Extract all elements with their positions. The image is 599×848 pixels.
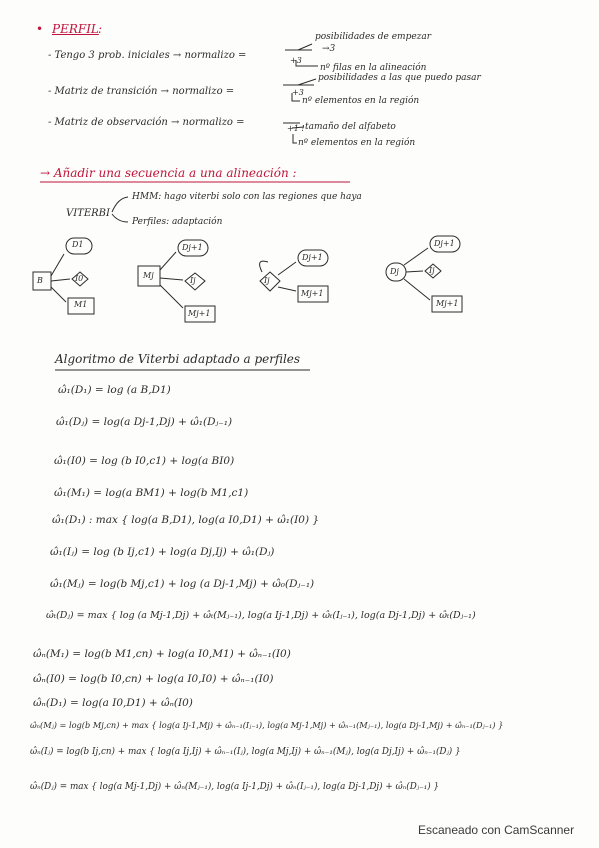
- perfil-line-3-denom: +1 !: [287, 124, 305, 133]
- perfil-line-2-bottom: nº elementos en la región: [302, 96, 420, 106]
- node-dj-4: Dj: [390, 267, 399, 276]
- node-dj1-4: Dj+1: [434, 239, 455, 248]
- equation: ω̂₁(M₁) = log(a BM1) + log(b M1,c1): [54, 487, 249, 499]
- viterbi-branch-perfiles: Perfiles: adaptación: [132, 217, 223, 227]
- equation: ω̂ₙ(Iⱼ) = log(b Ij,cn) + max { log(a Ij,Ij) + ω̂ₙ₋₁(Iⱼ), log(a Mj,Ij) + ω̂ₙ₋₁(Mⱼ), log(a Dj,Ij) + ω̂ₙ₋₁(Dⱼ) }: [30, 747, 461, 757]
- equation: ω̂₁(Mⱼ) = log(b Mj,c1) + log (a Dj-1,Mj) + ω̂₀(Dⱼ₋₁): [50, 578, 315, 590]
- perfil-line-3-bottom: nº elementos en la región: [298, 138, 416, 148]
- section2-title: → Añadir una secuencia a una alineación :: [40, 166, 297, 180]
- equation: ω̂₁(D₁) = log (a B,D1): [58, 384, 171, 396]
- bullet: •: [36, 22, 44, 36]
- equation: ω̂₁(Iⱼ) = log (b Ij,c1) + log(a Dj,Ij) + ω̂₁(Dⱼ): [50, 546, 275, 558]
- node-m1: M1: [74, 300, 88, 309]
- node-ij: Ij: [190, 276, 196, 285]
- perfil-line-1-bottom: nº filas en la alineación: [320, 63, 427, 73]
- equation: ω̂ₙ(D₁) = log(a I0,D1) + ω̂ₙ(I0): [33, 697, 193, 709]
- perfil-line-1-denom: +3: [290, 56, 302, 65]
- algorithm-title: Algoritmo de Viterbi adaptado a perfiles: [55, 352, 301, 366]
- equation: ω̂₁(Dⱼ) = log(a Dj-1,Dj) + ω̂₁(Dⱼ₋₁): [56, 416, 233, 428]
- perfil-line-2-top: posibilidades a las que puedo pasar: [318, 73, 481, 83]
- equation: ω̂ₙ(I0) = log(b I0,cn) + log(a I0,I0) + ω̂ₙ₋₁(I0): [33, 673, 274, 685]
- equation: ω̂₁(D₁) : max { log(a B,D1), log(a I0,D1) + ω̂₁(I0) }: [52, 514, 320, 526]
- node-ij-3: Ij: [264, 276, 270, 285]
- perfil-line-1-top: posibilidades de empezar: [315, 32, 432, 42]
- node-ij-4: Ij: [429, 266, 435, 275]
- node-d1: D1: [72, 240, 84, 249]
- node-b: B: [37, 276, 43, 285]
- node-mj1-3: Mj+1: [301, 289, 324, 298]
- equation: ω̂ₙ(M₁) = log(b M1,cn) + log(a I0,M1) + ω̂ₙ₋₁(I0): [33, 648, 291, 660]
- equation: ω̂ₙ(Dⱼ) = max { log(a Mj-1,Dj) + ω̂ₙ(Mⱼ₋₁), log(a Ij-1,Dj) + ω̂ₙ(Iⱼ₋₁), log(a Dj-1,Dj) + ω̂ₙ(Dⱼ₋₁) }: [30, 782, 440, 792]
- perfil-title: PERFIL: [52, 22, 99, 36]
- perfil-line-1-lead: - Tengo 3 prob. iniciales → normalizo =: [48, 50, 247, 61]
- perfil-line-1-arrow-top: →3: [322, 44, 336, 54]
- perfil-line-2-lead: - Matriz de transición → normalizo =: [48, 86, 235, 97]
- equation: ω̂₁(I0) = log (b I0,c1) + log(a BI0): [54, 455, 235, 467]
- node-mj1-4: Mj+1: [436, 299, 459, 308]
- node-i0: I0: [75, 274, 84, 283]
- equation: ω̂ₜ(Dⱼ) = max { log (a Mj-1,Dj) + ω̂ₜ(Mⱼ₋₁), log(a Ij-1,Dj) + ω̂ₜ(Iⱼ₋₁), log(a Dj-1,Dj) + ω̂ₜ(Dⱼ₋₁): [46, 610, 476, 621]
- node-mj: Mj: [143, 271, 154, 280]
- node-dj1: Dj+1: [182, 243, 203, 252]
- viterbi-branch-hmm: HMM: hago viterbi solo con las regiones que haya: [132, 192, 362, 202]
- viterbi-label: VITERBI: [66, 208, 110, 219]
- node-mj1: Mj+1: [188, 309, 211, 318]
- scanner-watermark: Escaneado con CamScanner: [418, 823, 575, 837]
- perfil-line-3-lead: - Matriz de observación → normalizo =: [48, 117, 245, 128]
- node-dj1-3: Dj+1: [302, 253, 323, 262]
- perfil-line-2-denom: +3: [292, 88, 304, 97]
- equation: ω̂ₙ(Mⱼ) = log(b Mj,cn) + max { log(a Ij-1,Mj) + ω̂ₙ₋₁(Iⱼ₋₁), log(a Mj-1,Mj) + ω̂ₙ₋₁(Mⱼ₋₁), log(a Dj-1,Mj) + ω̂ₙ₋₁(Dⱼ₋₁) }: [30, 720, 504, 730]
- perfil-line-3-top: tamaño del alfabeto: [305, 122, 396, 132]
- perfil-colon: :: [98, 22, 103, 36]
